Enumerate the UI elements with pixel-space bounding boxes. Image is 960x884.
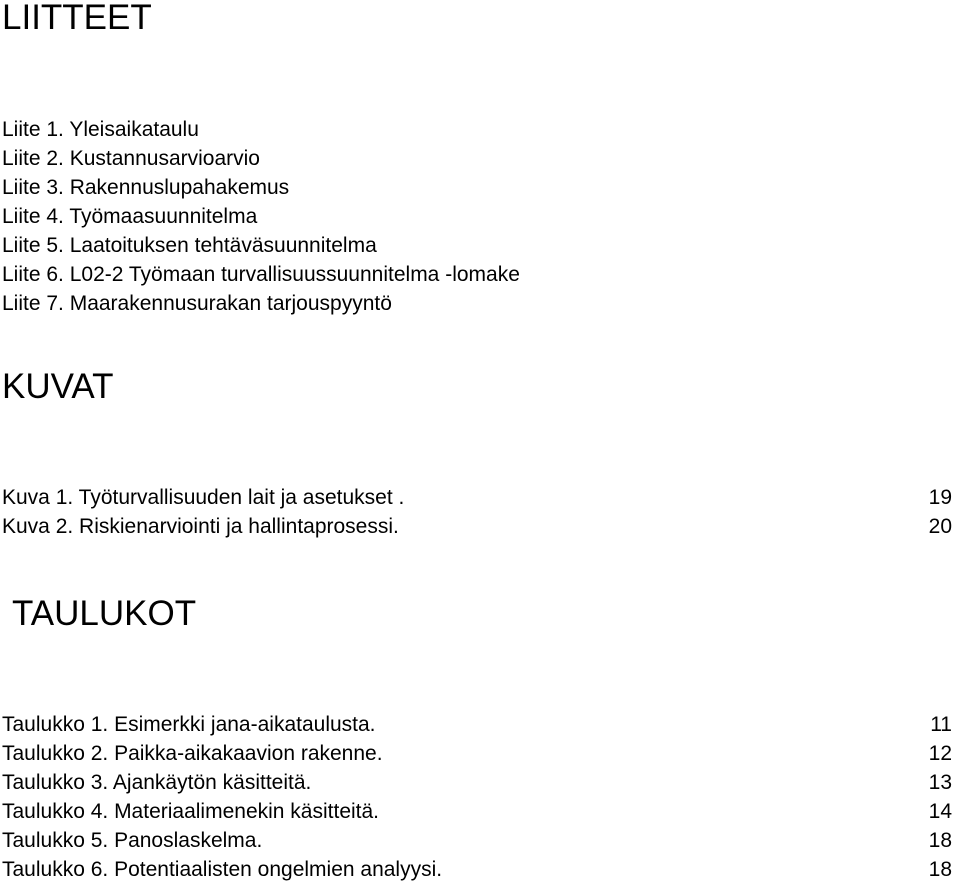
- appendix-item: Liite 1. Yleisaikataulu: [2, 118, 199, 141]
- table-entry: [2, 855, 952, 884]
- section-heading-kuvat: KUVAT: [2, 367, 114, 406]
- table-entry-label: Taulukko 2. Paikka-aikakaavion rakenne.: [2, 742, 383, 765]
- table-entry-page: 11: [930, 713, 952, 736]
- table-entry-page: 18: [928, 829, 952, 852]
- figure-entry-page: 19: [928, 486, 952, 509]
- table-entry: [2, 797, 952, 826]
- table-entry: [2, 710, 952, 739]
- figure-entry-label: Kuva 1. Työturvallisuuden lait ja asetukset .: [2, 486, 405, 509]
- figure-entry: [2, 512, 952, 541]
- table-entry-label: Taulukko 4. Materiaalimenekin käsitteitä.: [2, 800, 380, 823]
- table-entry-page: 12: [928, 742, 952, 765]
- appendix-item: Liite 7. Maarakennusurakan tarjouspyyntö: [2, 292, 392, 315]
- figure-entry-page: 20: [928, 515, 952, 538]
- table-entry-label: Taulukko 6. Potentiaalisten ongelmien analyysi.: [2, 858, 443, 881]
- section-heading-liitteet: LIITTEET: [2, 0, 152, 37]
- figure-entry-label: Kuva 2. Riskienarviointi ja hallintaprosessi.: [2, 515, 399, 538]
- table-entry: [2, 826, 952, 855]
- table-entry-page: 14: [928, 800, 952, 823]
- section-heading-taulukot: TAULUKOT: [12, 594, 197, 633]
- table-entry: [2, 739, 952, 768]
- table-entry: [2, 768, 952, 797]
- appendix-item: Liite 5. Laatoituksen tehtäväsuunnitelma: [2, 234, 377, 257]
- table-entry-page: 18: [928, 858, 952, 881]
- table-entry-page: 13: [928, 771, 952, 794]
- table-entry-label: Taulukko 1. Esimerkki jana-aikataulusta.: [2, 713, 376, 736]
- figure-list: [2, 483, 952, 541]
- appendix-item: Liite 6. L02-2 Työmaan turvallisuussuunnitelma -lomake: [2, 263, 520, 286]
- appendix-item: Liite 3. Rakennuslupahakemus: [2, 176, 290, 199]
- table-entry-label: Taulukko 3. Ajankäytön käsitteitä.: [2, 771, 312, 794]
- appendix-list: [2, 115, 520, 318]
- table-list: [2, 710, 952, 884]
- appendix-item: Liite 4. Työmaasuunnitelma: [2, 205, 258, 228]
- appendix-item: Liite 2. Kustannusarvioarvio: [2, 147, 260, 170]
- table-entry-label: Taulukko 5. Panoslaskelma.: [2, 829, 263, 852]
- figure-entry: [2, 483, 952, 512]
